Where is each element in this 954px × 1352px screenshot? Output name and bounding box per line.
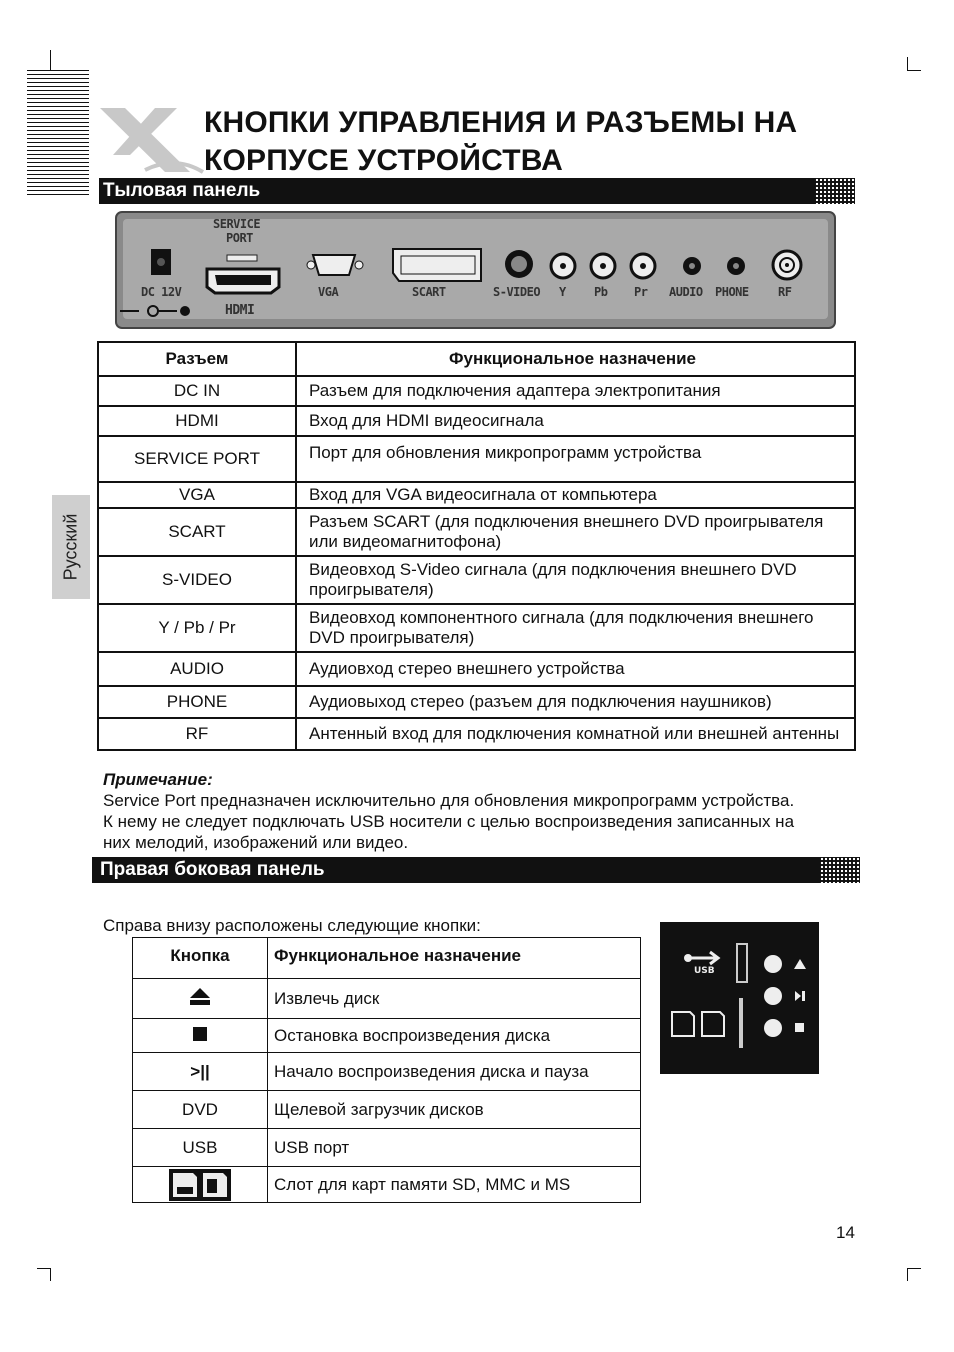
table-header-row	[98, 342, 855, 376]
rear-panel-image	[115, 211, 836, 329]
card-slot-icon	[169, 1169, 231, 1201]
table-row	[133, 1053, 641, 1091]
rear-label-hdmi: HDMI	[225, 303, 255, 318]
connector-desc: Аудиовыход стерео (разъем для подключения наушников)	[296, 686, 855, 718]
connector-name: SCART	[98, 508, 296, 556]
connector-name: Y / Pb / Pr	[98, 604, 296, 652]
rear-label-rf: RF	[778, 285, 792, 299]
table-row	[98, 376, 855, 406]
rear-label-dc: DC 12V	[141, 285, 182, 299]
right-panel-intro: Справа внизу расположены следующие кнопки:	[103, 916, 481, 935]
table-row	[98, 436, 855, 482]
play-pause-label: >||	[133, 1053, 268, 1091]
connector-desc: Вход для HDMI видеосигнала	[296, 406, 855, 436]
decorative-stripes	[27, 70, 89, 198]
crop-mark-bottom-right-v	[907, 1268, 908, 1281]
table-header: Функциональное назначение	[296, 342, 855, 376]
connector-name: SERVICE PORT	[98, 436, 296, 482]
section-title-right: Правая боковая панель	[100, 859, 325, 880]
button-cell	[133, 1167, 268, 1203]
section-title-rear: Тыловая панель	[103, 180, 261, 201]
side-panel-drawing	[660, 922, 819, 1074]
table-row	[98, 482, 855, 508]
table-row	[133, 979, 641, 1019]
rear-label-pb: Pb	[594, 285, 608, 299]
connector-name: DC IN	[98, 376, 296, 406]
connector-name: PHONE	[98, 686, 296, 718]
connector-desc: Вход для VGA видеосигнала от компьютера	[296, 482, 855, 508]
rear-label-scart: SCART	[412, 285, 446, 299]
connector-name: AUDIO	[98, 652, 296, 686]
button-cell	[133, 1019, 268, 1053]
button-cell	[133, 979, 268, 1019]
connector-name: RF	[98, 718, 296, 750]
connector-desc: Видеовход компонентного сигнала (для подключения внешнего DVD проигрывателя)	[296, 604, 855, 652]
table-row	[98, 718, 855, 750]
rear-label-phone: PHONE	[715, 285, 749, 299]
button-desc: Слот для карт памяти SD, MMC и MS	[268, 1167, 641, 1203]
side-usb-label: USB	[694, 966, 715, 976]
connector-desc: Разъем для подключения адаптера электропитания	[296, 376, 855, 406]
section-bar-right	[92, 857, 860, 883]
connector-desc: Аудиовход стерео внешнего устройства	[296, 652, 855, 686]
title-line-1: КНОПКИ УПРАВЛЕНИЯ И РАЗЪЕМЫ НА	[204, 106, 798, 139]
section-bar-rear	[99, 178, 855, 204]
connector-name: HDMI	[98, 406, 296, 436]
connector-desc: Разъем SCART (для подключения внешнего DVD проигрывателя или видеомагнитофона)	[296, 508, 855, 556]
table-row	[98, 652, 855, 686]
table-row	[98, 556, 855, 604]
crop-mark-bottom-right	[907, 1268, 921, 1269]
buttons-table	[132, 937, 641, 1203]
table-row	[133, 1129, 641, 1167]
table-header: Функциональное назначение	[268, 938, 641, 979]
crop-mark-top-right-h	[907, 70, 921, 71]
button-desc: Щелевой загрузчик дисков	[268, 1091, 641, 1129]
page-number: 14	[836, 1223, 855, 1242]
table-header: Разъем	[98, 342, 296, 376]
side-panel-image	[660, 922, 819, 1074]
connector-desc: Порт для обновления микропрограмм устройства	[296, 436, 855, 482]
connector-desc: Видеовход S-Video сигнала (для подключения внешнего DVD проигрывателя)	[296, 556, 855, 604]
dvd-label: DVD	[133, 1091, 268, 1129]
connectors-table	[97, 341, 856, 751]
language-tab	[52, 495, 90, 599]
connector-name: S-VIDEO	[98, 556, 296, 604]
rear-label-service: SERVICE	[213, 217, 261, 231]
note-line: них мелодий, изображений или видео.	[103, 833, 409, 852]
note-heading: Примечание:	[103, 770, 213, 789]
table-row	[98, 406, 855, 436]
eject-icon	[189, 986, 211, 1006]
crop-mark-top-right	[907, 57, 908, 71]
button-desc: Остановка воспроизведения диска	[268, 1019, 641, 1053]
rear-label-vga: VGA	[318, 285, 339, 299]
stop-icon	[193, 1027, 207, 1041]
rear-label-port: PORT	[226, 231, 253, 245]
section-dots	[815, 178, 855, 204]
table-header-row	[133, 938, 641, 979]
button-desc: Извлечь диск	[268, 979, 641, 1019]
crop-mark-bottom-left-v	[50, 1268, 51, 1281]
table-row	[133, 1019, 641, 1053]
button-desc: USB порт	[268, 1129, 641, 1167]
language-tab-label: Русский	[60, 513, 81, 581]
rear-label-y: Y	[559, 285, 566, 299]
table-row	[98, 686, 855, 718]
rear-label-svideo: S-VIDEO	[493, 285, 541, 299]
table-row	[98, 604, 855, 652]
title-line-2: КОРПУСЕ УСТРОЙСТВА	[204, 144, 563, 177]
button-desc: Начало воспроизведения диска и пауза	[268, 1053, 641, 1091]
rear-label-pr: Pr	[634, 285, 648, 299]
crop-mark-bottom-left	[37, 1268, 51, 1269]
rear-label-audio: AUDIO	[669, 285, 703, 299]
connector-name: VGA	[98, 482, 296, 508]
table-row	[133, 1091, 641, 1129]
connector-desc: Антенный вход для подключения комнатной или внешней антенны	[296, 718, 855, 750]
table-row	[98, 508, 855, 556]
table-header: Кнопка	[133, 938, 268, 979]
crop-mark-top-left	[50, 50, 51, 70]
usb-label: USB	[133, 1129, 268, 1167]
note-block	[103, 769, 863, 853]
section-dots	[820, 857, 860, 883]
table-row	[133, 1167, 641, 1203]
page-title	[204, 104, 797, 180]
brand-x-logo	[95, 100, 205, 180]
note-line: Service Port предназначен исключительно для обновления микропрограмм устройства.	[103, 791, 795, 810]
note-line: К нему не следует подключать USB носители с целью воспроизведения записанных на	[103, 812, 795, 831]
